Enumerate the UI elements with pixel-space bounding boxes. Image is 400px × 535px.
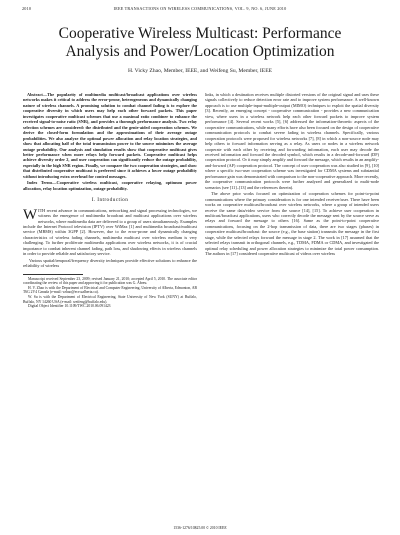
index-terms-text: Cooperative wireless multicast, cooperative relaying, optimum power allocation, relay location optimization, outage probability. <box>23 180 197 191</box>
left-column <box>23 92 197 309</box>
body-paragraph: links, in which a destination receives multiple distorted versions of the original signal and uses these signals collectively to reduce detection error rate and to improve system performance. A well-known approach is to use multiple-input-multiple-output (MIMO) techniques to exploit the spatial diversity [3]. Recently, an emerging concept - cooperative communication - provides a new communication view, where users in a wireless network help each other forward packets to improve system performance [4]. Several recent works [5], [6] addressed the information-theoretic aspects of the cooperative communications, while many efforts have also been focused on the design of cooperative communication protocols to combat severe fading in wireless channels. Specifically, various cooperation protocols were proposed for wireless networks [7], [8] in which a non-source node may help others to forward information serving as a relay. As users or nodes in a wireless network cooperate with each other by receiving and forwarding information, each user may decode the received information and forward the decoded symbol, which results in a decode-and-forward (DF) cooperation protocol. Or it may simply amplify and forward the message, which results in an amplify-and-forward (AF) cooperation protocol. The concept of user cooperation was also studied in [9], [10] where a specific two-user cooperation scheme was investigated for CDMA systems and substantial performance gain was demonstrated with comparison to the non-cooperative approach. More recently, the cooperative communication protocols were further analyzed and generalized to multi-node scenarios (see [11]–[13] and the references therein). <box>205 92 379 190</box>
drop-cap: W <box>23 206 38 223</box>
title-line-2: Analysis and Power/Location Optimization <box>65 43 335 60</box>
index-terms <box>23 180 197 191</box>
paper-title <box>0 25 400 61</box>
footnote-divider <box>23 274 83 275</box>
running-header <box>22 6 378 16</box>
author-line: H. Vicky Zhao, Member, IEEE, and Weifeng Su, Member, IEEE <box>127 68 273 74</box>
section-heading: I. Introduction <box>91 197 129 204</box>
abstract <box>23 92 197 179</box>
footnotes <box>23 277 197 309</box>
intro-paragraph-2: Various spatial/temporal/frequency diversity techniques provide effective solutions to enhance the reliability of wireless <box>23 257 197 269</box>
abstract-label: Abstract— <box>27 92 48 97</box>
intro-paragraph-1 <box>23 208 197 257</box>
journal-line: IEEE TRANSACTIONS ON WIRELESS COMMUNICATIONS, VOL. 9, NO. 6, JUNE 2010 <box>113 6 287 11</box>
footnote: W. Su is with the Department of Electrical Engineering, State University of New York (SUNY) at Buffalo, Buffalo, NY 14260 USA (e-mail: weifeng@buffalo.edu). <box>23 294 197 304</box>
right-column <box>205 92 379 258</box>
intro-paragraph-1-text: ITH recent advance in communications, networking and signal processing technologies, we witness the emergence of multimedia broadcast and multicast applications over wireless networks, where multimedia data are delivered to a group of users simultaneously. Examples include the Internet Protocol television (IPTV) over WiMax [1] and multimedia broadcast/multicast service (MBMS) within 3GPP [2]. However, due to the error-prone and dynamically changing characteristics of wireless fading channels, multimedia multicast over wireless medium is very challenging. To further proliferate multimedia applications over wireless networks, it is of crucial importance to combat inherent channel fading, path loss, and shadowing effects in wireless channels in order to provide reliable and satisfactory service. <box>23 207 197 257</box>
footnote: Digital Object Identifier 10.1109/TWC.2010.06.091423 <box>28 304 111 309</box>
title-line-1: Cooperative Wireless Multicast: Performance <box>58 25 342 42</box>
index-terms-label: Index Terms— <box>27 180 57 186</box>
footnote: H. V. Zhao is with the Department of Electrical and Computer Engineering, University of Alberta, Edmonton, AB T6G 2V4 Canada (e-mail: vzhao@ece.ualberta.ca). <box>23 285 197 295</box>
copyright-footer: 1536-1276/10$25.00 © 2010 IEEE <box>173 526 227 530</box>
page-number: 2010 <box>22 6 32 11</box>
abstract-text: The popularity of multimedia multicast/broadcast applications over wireless networks makes it critical to address the error-prone, heterogeneous and dynamically changing nature of wireless channels. A promising solution to combat channel fading is to explore the cooperative diversity in which users may help each other forward packets. This paper investigates cooperative multicast schemes that use a maximal ratio combiner to enhance the received signal-to-noise ratio (SNR), and provides a thorough performance analysis. Two relay selection schemes are considered: the distributed and the genie-aided cooperation schemes. We derive the closed-form formulation and the approximations of their average outage probabilities. We also analyze the optimal power allocation and relay location strategies, and show that allocating half of the total transmission power to the source minimizes the average outage probability. Our analysis and simulation results show that cooperative multicast gives better performance when more relays help forward packets. Cooperative multicast helps achieve diversity order 2, and user cooperation can significantly reduce the outage probability, especially in the high SNR region. Finally, we compare the two cooperation strategies, and show that distributed cooperative multicast is preferred since it achieves a lower outage probability without introducing extra overhead for control messages. <box>23 92 197 179</box>
body-paragraph: The above prior works focused on optimization of cooperation schemes for point-to-point communications where the primary consideration is for one intended receiver/user. There have been works on cooperative multicast/broadcast over wireless networks, where a group of intended users receive the same data/video service from the source [14], [15]. To achieve user cooperation in multicast/broadcast applications, users who correctly decode the message sent by the source serve as relays and forward the message to others [16]. Same as the point-to-point cooperative communications, focusing on the 2-hop transmission of data, there are two stages (phases) in cooperative multicast/broadcast: the source (e.g., the base station) transmits the message in the first stage, while the selected relays forward the message in stage 2. The work in [17] assumed that the selected relays transmit in orthogonal channels, e.g., TDMA, FDMA or CDMA, and investigated the optimal relay scheduling and power allocation strategies to minimize the total power consumption. The authors in [17] considered cooperative multicast of videos over wireless <box>205 191 379 257</box>
footnote: Manuscript received September 23, 2009; revised January 21, 2010; accepted April 5, 2010. The associate editor coordinating the review of this paper and approving it for publication was G. Abreu. <box>23 276 197 286</box>
